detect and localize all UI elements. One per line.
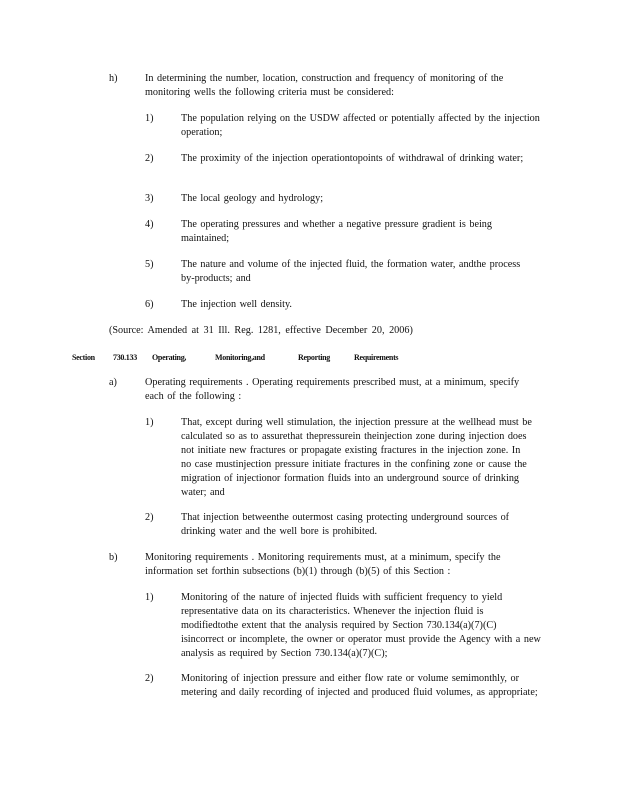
item-h6-label: 6) <box>145 299 154 310</box>
item-h1-label: 1) <box>145 113 154 124</box>
item-h1-text: The population relying on the USDW affected or potentially affected by the injection operation; <box>181 113 540 138</box>
item-h5-text: The nature and volume of the injected fluid, the formation water, andthe process by-products; and <box>181 259 521 284</box>
item-h-label: h) <box>109 73 118 84</box>
item-h2-text: The proximity of the injection operationtopoints of withdrawal of drinking water; <box>181 153 524 164</box>
item-b-text: Monitoring requirements . Monitoring requirements must, at a minimum, specify the information set forthin subsections (b)(1) through (b)(5) of this Section : <box>145 552 501 577</box>
item-h3-label: 3) <box>145 193 154 204</box>
item-b1-text: Monitoring of the nature of injected fluids with sufficient frequency to yield representative data on its characteristics. Whenever the injection fluid is modifiedtothe extent that the analysis required by Section 730.134(a)(7)(C) isincorrect or incomplete, the owner or operator must provide the Agency with a new analysis as required by Section 730.134(a)(7)(C); <box>181 592 541 659</box>
section-title-word-1: Operating, <box>152 353 187 362</box>
item-h-text: In determining the number, location, construction and frequency of monitoring of the monitoring wells the following criteria must be considered: <box>145 73 504 98</box>
item-h3-text: The local geology and hydrology; <box>181 193 324 204</box>
item-h5-label: 5) <box>145 259 154 270</box>
item-a-text: Operating requirements . Operating requirements prescribed must, at a minimum, specify each of the following : <box>145 377 520 402</box>
section-title-word-4: Requirements <box>354 353 399 362</box>
item-a2-label: 2) <box>145 512 154 523</box>
item-b2-label: 2) <box>145 673 154 684</box>
item-b-label: b) <box>109 552 118 563</box>
item-a2-text: That injection betweenthe outermost casing protecting underground sources of drinking water and the well bore is prohibited. <box>181 512 510 537</box>
section-word: Section <box>72 353 95 362</box>
item-h6-text: The injection well density. <box>181 299 292 310</box>
item-h2-label: 2) <box>145 153 154 164</box>
item-b2-text: Monitoring of injection pressure and either flow rate or volume semimonthly, or metering and daily recording of injected and produced fluid volumes, as appropriate; <box>181 673 538 698</box>
section-title-word-3: Reporting <box>298 353 330 362</box>
item-h4-label: 4) <box>145 219 154 230</box>
section-title-word-2: Monitoring,and <box>215 353 265 362</box>
item-h4-text: The operating pressures and whether a negative pressure gradient is being maintained; <box>181 219 492 244</box>
section-number: 730.133 <box>113 353 137 362</box>
item-a1-text: That, except during well stimulation, the injection pressure at the wellhead must be calculated so as to assurethat thepressurein theinjection zone during injection does not initiate new fractures or propagate existing fractures in the injection zone. In no case mustinjection pressure initiate fractures in the confining zone or cause the migration of injectionor formation fluids into an underground source of drinking water; and <box>181 417 532 498</box>
item-a-label: a) <box>109 377 117 388</box>
item-b1-label: 1) <box>145 592 154 603</box>
item-a1-label: 1) <box>145 417 154 428</box>
source-note: (Source: Amended at 31 Ill. Reg. 1281, effective December 20, 2006) <box>109 325 413 336</box>
